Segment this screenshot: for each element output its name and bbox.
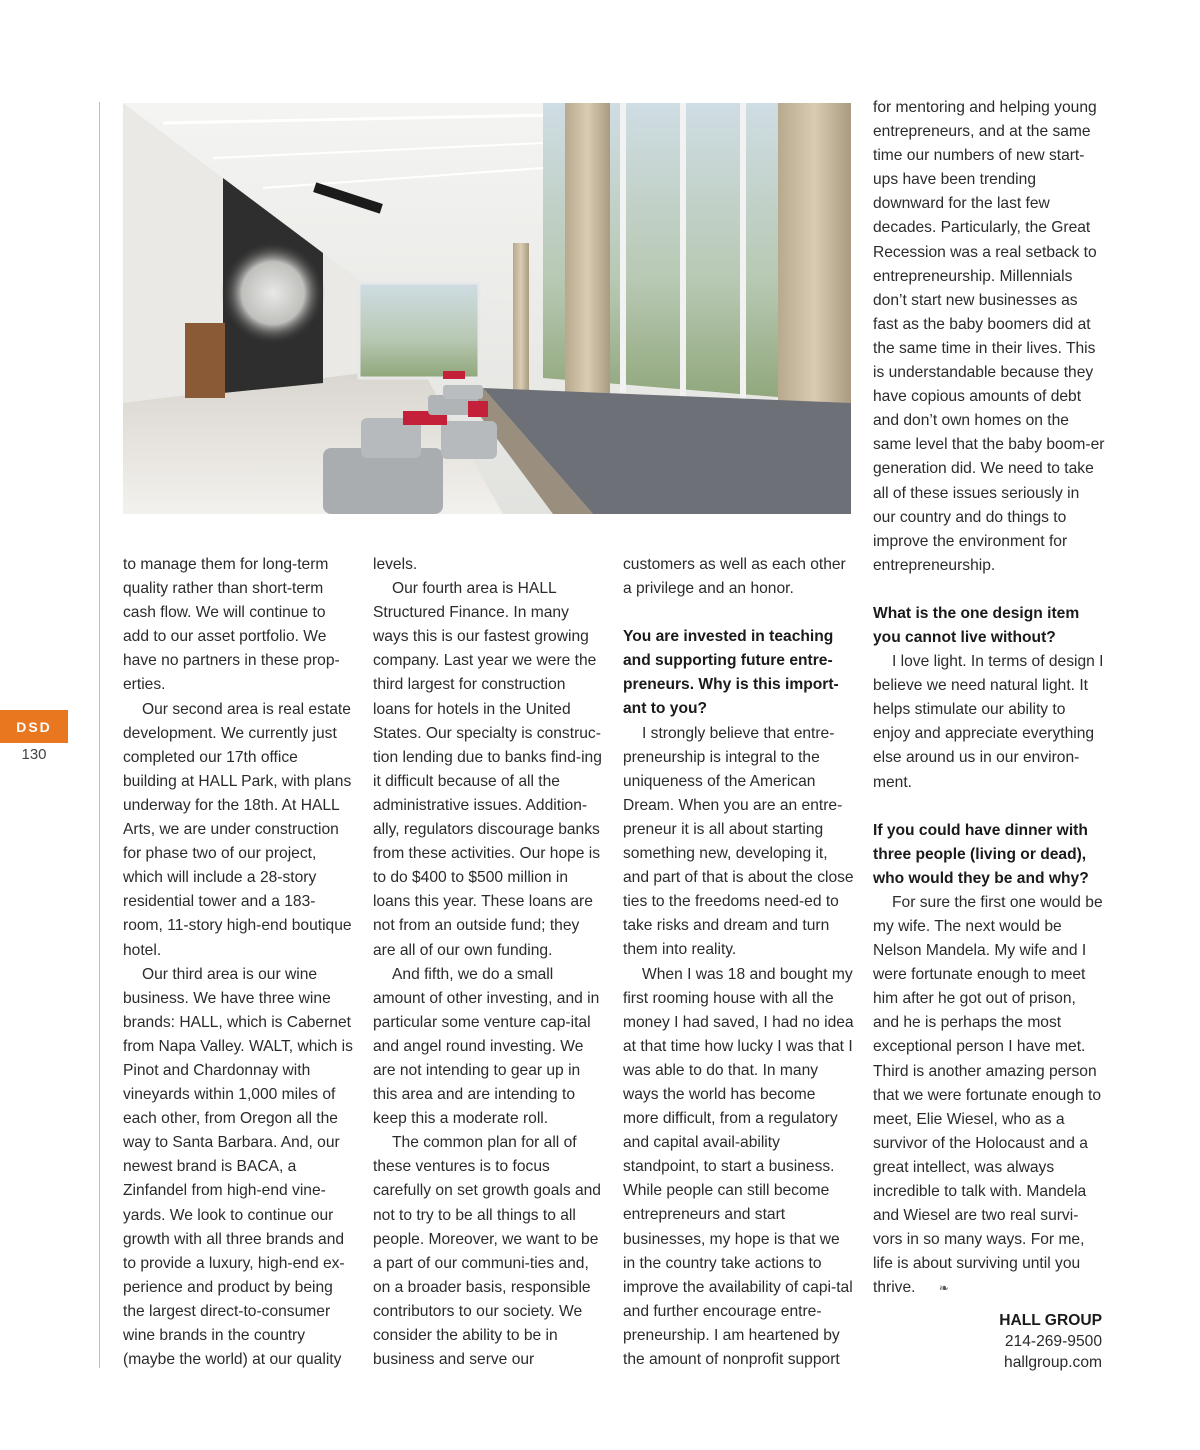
- paragraph: [873, 891, 1105, 1301]
- paragraph: Our fourth area is HALL Structured Finance. In many ways this is our fastest growing company. Last year we were the third largest for construction loans for hotels in the United States. Our specialty is construc-tion lending due to banks find-ing it difficult because of all the administrative issues. Addition-ally, regulators discourage banks from these activities. Our hope is to do $400 to $500 million in loans this year. These loans are not from an outside fund; they are all of our own funding.: [373, 580, 602, 959]
- paragraph: When I was 18 and bought my first rooming house with all the money I had saved, I had no idea at that time how lucky I was that I was able to do that. In many ways the world has become more difficult, from a regulatory and capital avail-ability standpoint, to start a business. While people can still become entrepreneurs and start businesses, my hope is that we in the country take actions to improve the availability of capi-tal and further encourage entre-preneurship. I am heartened by the amount of nonprofit support: [623, 965, 854, 1368]
- paragraph: Our third area is our wine business. We have three wine brands: HALL, which is Cabernet from Napa Valley. WALT, which is Pinot and Chardonnay with vineyards within 1,000 miles of each other, from Oregon all the way to Santa Barbara. And, our newest brand is BACA, a Zinfandel from high-end vine-yards. We look to continue our growth with all three brands and to provide a luxury, high-end ex-perience and product by being the largest direct-to-consumer wine brands in the country (maybe the world) at our quality: [123, 965, 353, 1369]
- paragraph: And fifth, we do a small amount of other investing, and in particular some venture cap-ital and angel round investing. We are not intending to gear up in this area and are intending to keep this a moderate roll.: [373, 965, 600, 1128]
- website: hallgroup.com: [1004, 1354, 1102, 1371]
- paragraph: for mentoring and helping young entrepreneurs, and at the same time our numbers of new start-ups have been trending downward for the last few decades. Particularly, the Great Recession was a real setback to entrepreneurship. Millennials don’t start new businesses as fast as the baby boomers did at the same time in their lives. This is understandable because they have copious amounts of debt and don’t own homes on the same level that the baby boom-er generation did. We need to take all of these issues seriously in our country and do things to improve the environment for entrepreneurship.: [873, 99, 1105, 574]
- interview-question: What is the one design item you cannot live without?: [873, 604, 1080, 646]
- closing-text: For sure the first one would be my wife. The next would be Nelson Mandela. My wife and I were fortunate enough to meet him after he got out of prison, and he is perhaps the most exceptional person I have met. Third is another amazing person that we were fortunate enough to meet, Elie Wiesel, who as a survivor of the Holocaust and a great intellect, was always incredible to talk with. Mandela and Wiesel are two real survi-vors in so many ways. For me, life is about surviving until you thrive.: [873, 893, 1103, 1297]
- phone-number: 214-269-9500: [1004, 1333, 1102, 1350]
- section-tab: DSD: [0, 710, 68, 743]
- text-column-3: [623, 553, 855, 1372]
- interview-question: If you could have dinner with three people (living or dead), who would they be and why?: [873, 821, 1089, 887]
- paragraph: I strongly believe that entre-preneurship is integral to the uniqueness of the American Dream. When you are an entre-preneur it is all about starting something new, developing it, and part of that is about the close ties to the freedoms need-ed to take risks and dream and turn them into reality.: [623, 724, 854, 959]
- paragraph: I love light. In terms of design I believe we need natural light. It helps stimulate our ability to enjoy and appreciate everything else around us in our environ-ment.: [873, 653, 1104, 791]
- contact-block: [999, 1310, 1102, 1373]
- paragraph: The common plan for all of these ventures is to focus carefully on set growth goals and not to try to be all things to all people. Moreover, we want to be a part of our communi-ties and, on a broader basis, responsible contributors to our society. We consider the ability to be in business and serve our: [373, 1134, 601, 1369]
- text-column-1: [123, 553, 355, 1372]
- company-name: HALL GROUP: [999, 1312, 1102, 1329]
- lobby-photo: [123, 103, 851, 514]
- paragraph: to manage them for long-term quality rather than short-term cash flow. We will continue to add to our asset portfolio. We have no partners in these prop-erties.: [123, 556, 340, 694]
- text-column-4: [873, 96, 1105, 1301]
- page-number: 130: [21, 746, 47, 763]
- interview-question: You are invested in teaching and supporting future entre-preneurs. Why is this import-ant to you?: [623, 628, 839, 718]
- paragraph: Our second area is real estate development. We currently just completed our 17th office building at HALL Park, with plans underway for the 18th. At HALL Arts, we are under construction for phase two of our project, which will include a 28-story residential tower and a 183-room, 11-story high-end boutique hotel.: [123, 700, 352, 959]
- leaf-icon: ❧: [938, 1281, 949, 1296]
- paragraph: levels.: [373, 556, 418, 573]
- margin-rule: [99, 102, 100, 1368]
- text-column-2: [373, 553, 605, 1372]
- paragraph: customers as well as each other a privilege and an honor.: [623, 556, 846, 598]
